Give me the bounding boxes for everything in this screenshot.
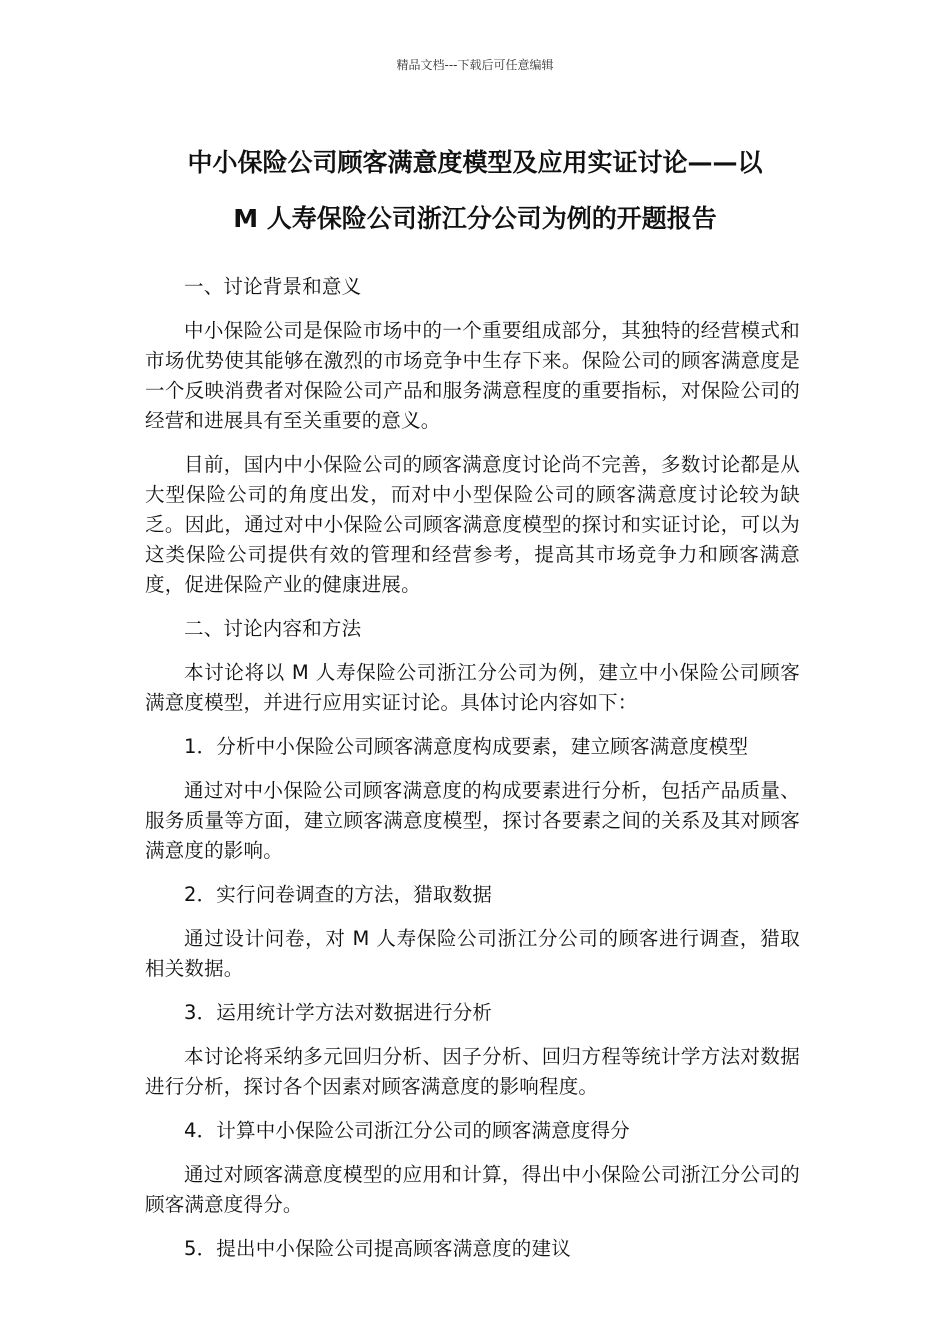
- paragraph-background-1: 中小保险公司是保险市场中的一个重要组成部分，其独特的经营模式和市场优势使其能够在激烈的市场竞争中生存下来。保险公司的顾客满意度是一个反映消费者对保险公司产品和服务满意程度的重要指标，对保险公司的经营和进展具有至关重要的意义。: [145, 319, 800, 432]
- list-item-1-heading: 1．分析中小保险公司顾客满意度构成要素，建立顾客满意度模型: [184, 735, 749, 758]
- section-heading-background: 一、讨论背景和意义: [184, 275, 362, 298]
- page-header-note: 精品文档---下载后可任意编辑: [396, 58, 554, 72]
- list-item-3-heading: 3．运用统计学方法对数据进行分析: [184, 1001, 493, 1024]
- document-title: [135, 135, 815, 247]
- list-item-1-body: 通过对中小保险公司顾客满意度的构成要素进行分析，包括产品质量、服务质量等方面，建立顾客满意度模型，探讨各要素之间的关系及其对顾客满意度的影响。: [145, 779, 800, 862]
- list-item-2-heading: 2．实行问卷调查的方法，猎取数据: [184, 883, 493, 906]
- list-item-3-body: 本讨论将采纳多元回归分析、因子分析、回归方程等统计学方法对数据进行分析，探讨各个因素对顾客满意度的影响程度。: [145, 1045, 800, 1098]
- list-item-4-heading: 4．计算中小保险公司浙江分公司的顾客满意度得分: [184, 1119, 631, 1142]
- section-heading-content-method: 二、讨论内容和方法: [184, 617, 362, 640]
- document-title-line-2: M 人寿保险公司浙江分公司为例的开题报告: [233, 204, 717, 233]
- list-item-2-body: 通过设计问卷，对 M 人寿保险公司浙江分公司的顾客进行调查，猎取相关数据。: [145, 927, 800, 980]
- list-item-4-body: 通过对顾客满意度模型的应用和计算，得出中小保险公司浙江分公司的顾客满意度得分。: [145, 1163, 800, 1216]
- list-item-5-heading: 5．提出中小保险公司提高顾客满意度的建议: [184, 1237, 571, 1260]
- paragraph-background-2: 目前，国内中小保险公司的顾客满意度讨论尚不完善，多数讨论都是从大型保险公司的角度出发，而对中小型保险公司的顾客满意度讨论较为缺乏。因此，通过对中小保险公司顾客满意度模型的探讨和实证讨论，可以为这类保险公司提供有效的管理和经营参考，提高其市场竞争力和顾客满意度，促进保险产业的健康进展。: [145, 453, 800, 596]
- paragraph-content-intro: 本讨论将以 M 人寿保险公司浙江分公司为例，建立中小保险公司顾客满意度模型，并进行应用实证讨论。具体讨论内容如下：: [145, 661, 800, 714]
- document-body: [145, 272, 800, 1278]
- document-title-line-1: 中小保险公司顾客满意度模型及应用实证讨论——以: [187, 148, 763, 177]
